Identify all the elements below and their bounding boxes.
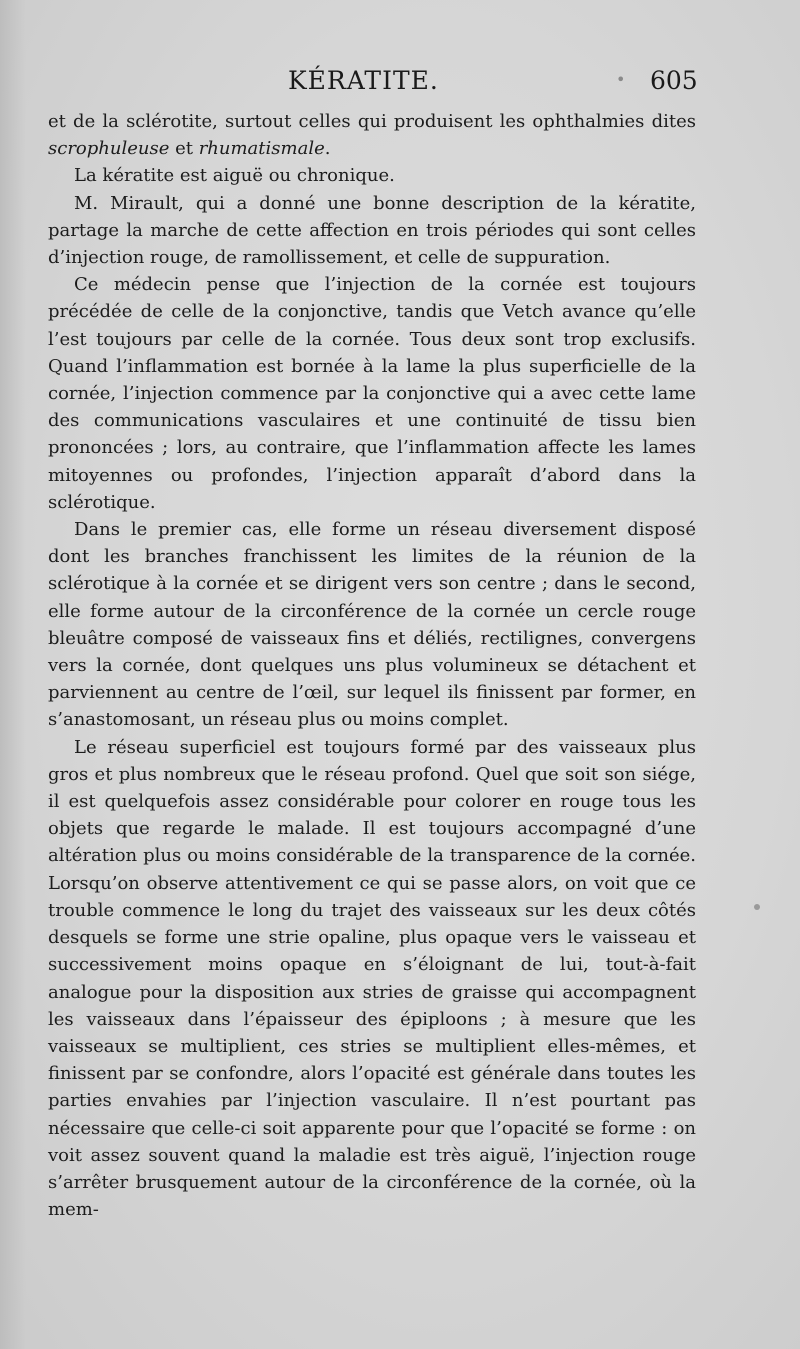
page-number: 605 <box>650 66 698 95</box>
gutter-shadow <box>0 0 26 1349</box>
body-text <box>48 108 696 1223</box>
running-title: KÉRATITE. <box>288 66 439 95</box>
p1-text-c: . <box>324 138 331 160</box>
paragraph-2: La kératite est aiguë ou chronique. <box>74 165 395 187</box>
ornament-mark: • <box>616 70 626 89</box>
p1-text-a: et de la sclérotite, surtout celles qui produisent les ophthalmies dites <box>48 111 696 132</box>
paper-speck <box>754 904 760 910</box>
running-head <box>48 66 708 102</box>
paragraph-3: M. Mirault, qui a donné une bonne description de la kératite, partage la marche de cette affection en trois périodes qui sont celles d’injection rouge, de ramollissement, et celle de suppuration. <box>48 192 696 269</box>
paragraph-1 <box>48 108 696 162</box>
p1-italic-1: scrophuleuse <box>48 138 170 160</box>
p1-text-b: et <box>169 138 199 160</box>
paragraph-6: Le réseau superficiel est toujours formé par des vaisseaux plus gros et plus nombreux que le réseau profond. Quel que soit son siége, il est quelquefois assez considérable pour colorer en rouge tous les objets que regarde le malade. Il est toujours accompagné d’une altération plus ou moins considérable de la transparence de la cornée. Lorsqu’on observe attentivement ce qui se passe alors, on voit que ce trouble commence le long du trajet des vaisseaux sur les deux côtés desquels se forme une strie opaline, plus opaque vers le vaisseau et successivement moins opaque en s’éloignant de lui, tout-à-fait analogue pour la disposition aux stries de graisse qui accompagnent les vaisseaux dans l’épaisseur des épiploons ; à mesure que les vaisseaux se multiplient, ces stries se multiplient elles-mêmes, et finissent par se confondre, alors l’opacité est générale dans toutes les parties envahies par l’injection vasculaire. Il n’est pourtant pas nécessaire que celle-ci soit apparente pour que l’opacité se forme : on voit assez souvent quand la maladie est très aiguë, l’injection rouge s’arrêter brusquement autour de la circonférence de la cornée, où la mem- <box>48 736 696 1221</box>
p1-italic-2: rhumatismale <box>198 138 325 160</box>
paragraph-4: Ce médecin pense que l’injection de la cornée est toujours précédée de celle de la conjonctive, tandis que Vetch avance qu’elle l’est toujours par celle de la cornée. Tous deux sont trop exclusifs. Quand l’inflammation est bornée à la lame la plus superficielle de la cornée, l’injection commence par la conjonctive qui a avec cette lame des communications vasculaires et une continuité de tissu bien prononcées ; lors, au contraire, que l’inflammation affecte les lames mitoyennes ou profondes, l’injection apparaît d’abord dans la sclérotique. <box>48 274 696 513</box>
paragraph-5: Dans le premier cas, elle forme un réseau diversement disposé dont les branches franchissent les limites de la réunion de la sclérotique à la cornée et se dirigent vers son centre ; dans le second, elle forme autour de la circonférence de la cornée un cercle rouge bleuâtre composé de vaisseaux fins et déliés, rectilignes, convergens vers la cornée, dont quelques uns plus volumineux se détachent et parviennent au centre de l’œil, sur lequel ils finissent par former, en s’anastomosant, un réseau plus ou moins complet. <box>48 519 696 731</box>
